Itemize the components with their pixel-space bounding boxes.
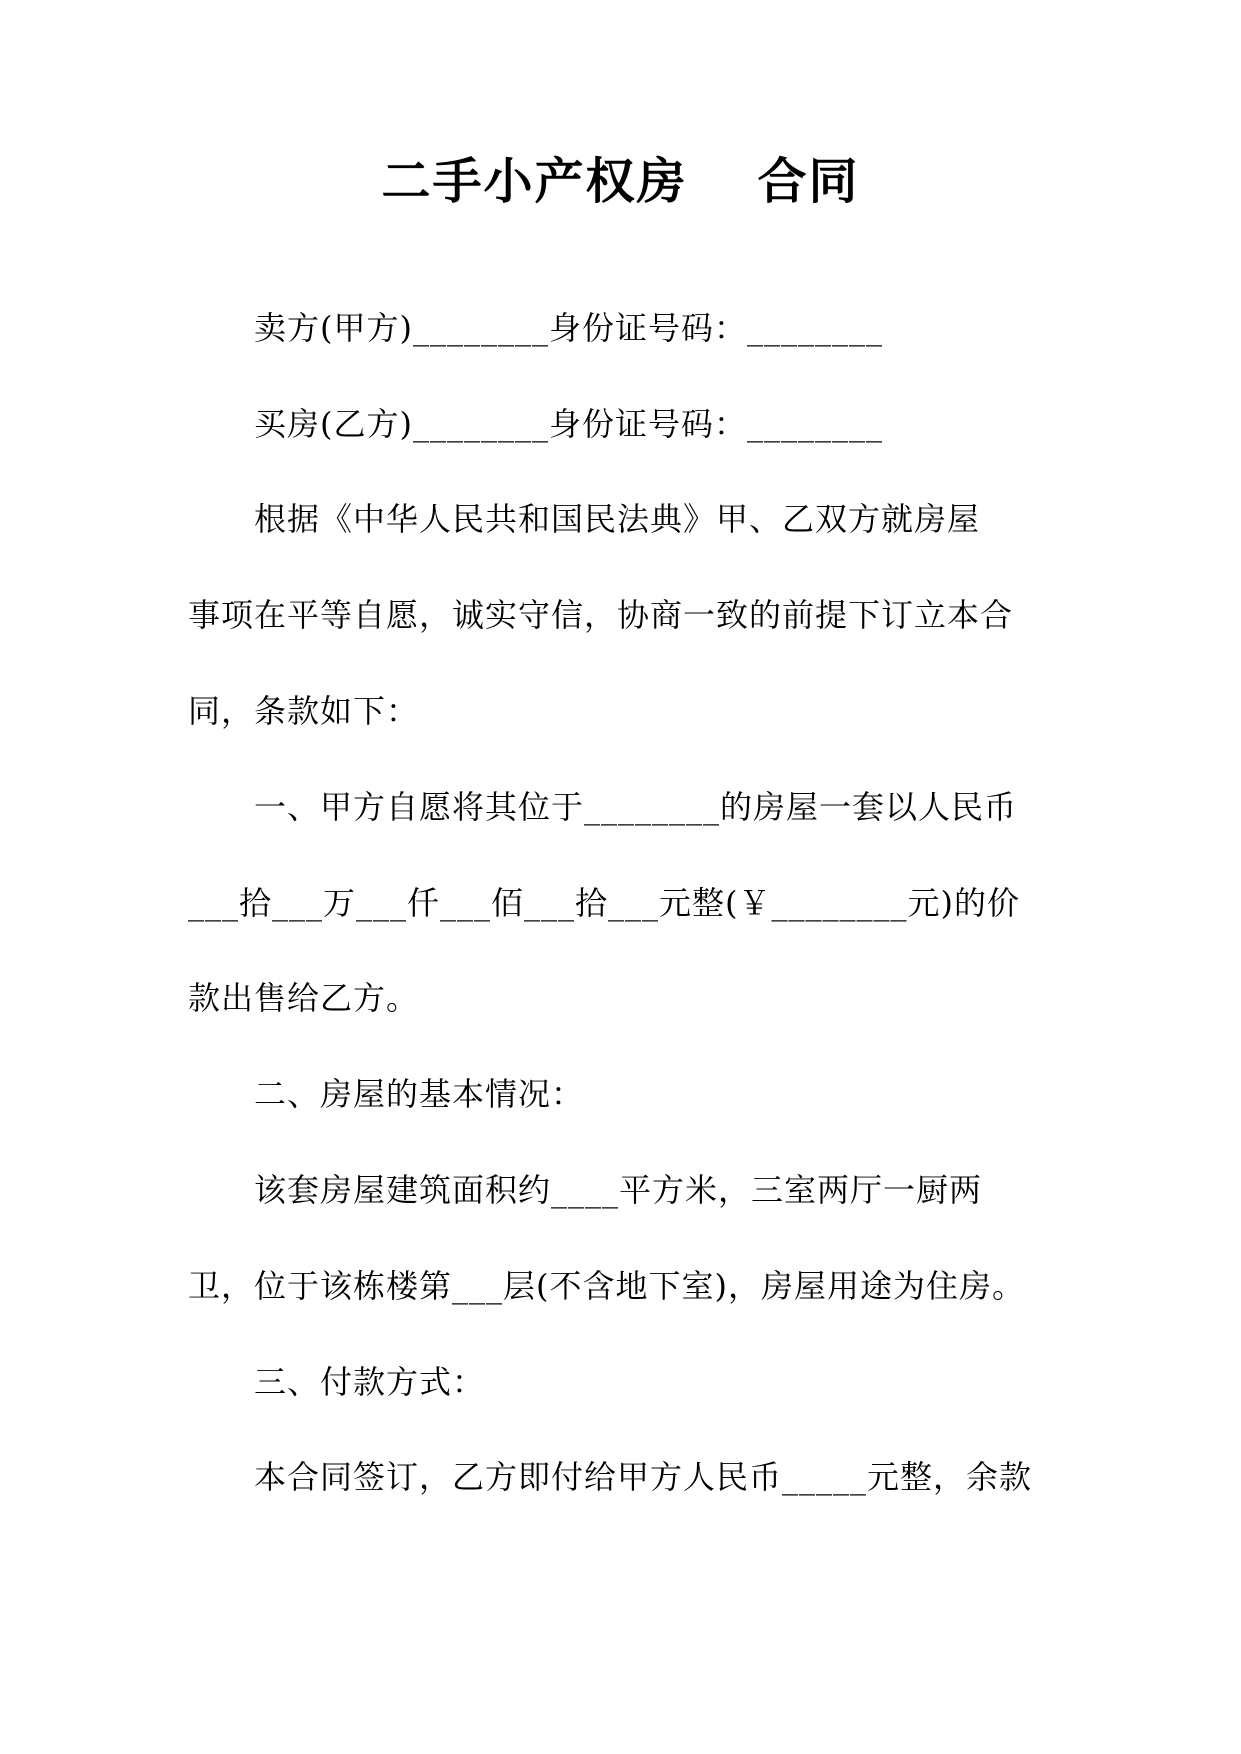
seller-line: 卖方(甲方)________身份证号码：________ [254,309,883,347]
preamble-line-1: 根据《中华人民共和国民法典》甲、乙双方就房屋 [254,500,981,538]
clause-2-line-2: 卫，位于该栋楼第___层(不含地下室)，房屋用途为住房。 [188,1267,1025,1305]
clause-1-line-1: 一、甲方自愿将其位于________的房屋一套以人民币 [254,788,1018,826]
clause-2-heading: 二、房屋的基本情况： [254,1075,585,1113]
preamble-line-2: 事项在平等自愿，诚实守信，协商一致的前提下订立本合 [188,596,1014,634]
clause-3-line-1: 本合同签订，乙方即付给甲方人民币_____元整，余款 [254,1458,1033,1496]
clause-3-heading: 三、付款方式： [254,1363,486,1401]
preamble-line-3: 同，条款如下： [188,692,420,730]
clause-2-line-1: 该套房屋建筑面积约____平方米，三室两厅一厨两 [254,1171,983,1209]
document-title: 二手小产权房 合同 [381,153,860,210]
buyer-line: 买房(乙方)________身份证号码：________ [254,405,883,443]
clause-1-line-3: 款出售给乙方。 [188,979,420,1017]
clause-1-line-2: ___拾___万___仟___佰___拾___元整(￥________元)的价 [188,884,1020,922]
